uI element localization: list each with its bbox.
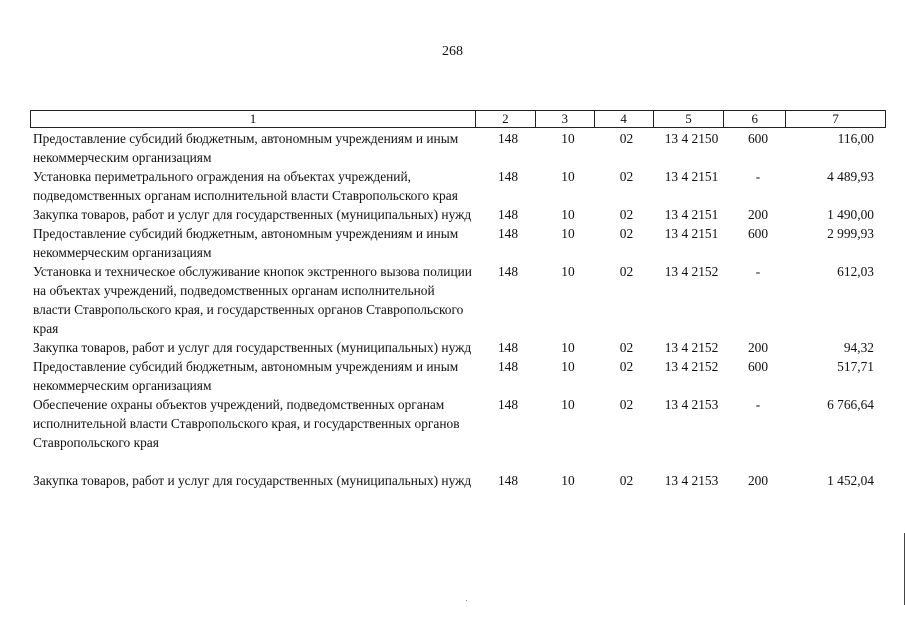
cell-col3: 10	[561, 397, 575, 412]
cell-col4: 02	[619, 359, 634, 374]
cell-col3: 10	[561, 207, 575, 222]
cell-col3: 10	[561, 340, 575, 355]
cell-col2: 148	[497, 473, 519, 488]
cell-amount: 4 489,93	[827, 169, 874, 184]
column-header-7: 7	[785, 111, 885, 127]
cell-amount: 116,00	[837, 131, 874, 146]
cell-amount: 1 490,00	[827, 207, 874, 222]
column-header-1: 1	[249, 111, 257, 126]
table-row	[33, 357, 874, 395]
cell-col6: 200	[747, 473, 769, 488]
table-row	[33, 167, 874, 205]
cell-col6: 600	[747, 359, 769, 374]
row-description: Предоставление субсидий бюджетным, автономным учреждениям и иным некоммерческим организациям	[33, 131, 459, 165]
cell-col6: -	[755, 397, 761, 412]
table-body	[33, 129, 874, 490]
table-row	[33, 205, 874, 224]
cell-col2: 148	[497, 397, 519, 412]
row-description: Предоставление субсидий бюджетным, автономным учреждениям и иным некоммерческим организациям	[33, 359, 459, 393]
table-row	[33, 224, 874, 262]
table-row	[33, 338, 874, 357]
cell-col5: 13 4 2151	[664, 169, 719, 184]
cell-col4: 02	[619, 169, 634, 184]
row-description: Установка периметрального ограждения на объектах учреждений, подведомственных органам исполнительной власти Ставропольского края	[33, 169, 458, 203]
cell-amount: 6 766,64	[827, 397, 874, 412]
cell-col5: 13 4 2152	[664, 264, 719, 279]
cell-col4: 02	[619, 131, 634, 146]
table-row	[33, 262, 874, 338]
scan-speck	[466, 600, 467, 601]
cell-col2: 148	[497, 226, 519, 241]
cell-col4: 02	[619, 340, 634, 355]
cell-col5: 13 4 2153	[664, 473, 719, 488]
cell-col2: 148	[497, 359, 519, 374]
cell-col5: 13 4 2152	[664, 359, 719, 374]
row-description: Закупка товаров, работ и услуг для государственных (муниципальных) нужд	[33, 340, 472, 355]
cell-col6: 200	[747, 207, 769, 222]
cell-amount: 1 452,04	[827, 473, 874, 488]
table-row	[33, 129, 874, 167]
cell-col2: 148	[497, 207, 519, 222]
row-description: Закупка товаров, работ и услуг для государственных (муниципальных) нужд	[33, 207, 472, 222]
cell-col3: 10	[561, 264, 575, 279]
column-header-6: 6	[723, 111, 785, 127]
cell-col2: 148	[497, 340, 519, 355]
column-header-3: 3	[535, 111, 594, 127]
cell-col5: 13 4 2150	[664, 131, 719, 146]
cell-col5: 13 4 2153	[664, 397, 719, 412]
cell-col6: 200	[747, 340, 769, 355]
cell-col2: 148	[497, 169, 519, 184]
column-header-5: 5	[653, 111, 724, 127]
cell-col6: 600	[747, 226, 769, 241]
cell-col4: 02	[619, 397, 634, 412]
page-number: 268	[442, 44, 463, 59]
row-description: Предоставление субсидий бюджетным, автономным учреждениям и иным некоммерческим организациям	[33, 226, 459, 260]
cell-col6: -	[755, 264, 761, 279]
cell-col5: 13 4 2151	[664, 207, 719, 222]
row-description: Обеспечение охраны объектов учреждений, подведомственных органам исполнительной власти Ставропольского края, и государственных органов Ставропольского края	[33, 397, 460, 450]
row-description: Установка и техническое обслуживание кнопок экстренного вызова полиции на объектах учреждений, подведомственных органам исполнительной власти Ставропольского края, и государственных органов Ставропольского края	[33, 264, 472, 336]
cell-col2: 148	[497, 131, 519, 146]
cell-col2: 148	[497, 264, 519, 279]
cell-col5: 13 4 2152	[664, 340, 719, 355]
column-header-2: 2	[475, 111, 535, 127]
cell-amount: 2 999,93	[827, 226, 874, 241]
cell-col4: 02	[619, 264, 634, 279]
table-row	[33, 395, 874, 452]
cell-col3: 10	[561, 473, 575, 488]
cell-col6: -	[755, 169, 761, 184]
cell-col3: 10	[561, 226, 575, 241]
cell-col3: 10	[561, 169, 575, 184]
cell-amount: 517,71	[837, 359, 874, 374]
table-row	[33, 471, 874, 490]
cell-col6: 600	[747, 131, 769, 146]
cell-amount: 612,03	[837, 264, 874, 279]
cell-amount: 94,32	[843, 340, 874, 355]
cell-col3: 10	[561, 359, 575, 374]
table-header	[30, 110, 886, 128]
cell-col3: 10	[561, 131, 575, 146]
cell-col5: 13 4 2151	[664, 226, 719, 241]
cell-col4: 02	[619, 473, 634, 488]
column-header-4: 4	[594, 111, 653, 127]
cell-col4: 02	[619, 226, 634, 241]
row-description: Закупка товаров, работ и услуг для государственных (муниципальных) нужд	[33, 473, 472, 488]
cell-col4: 02	[619, 207, 634, 222]
